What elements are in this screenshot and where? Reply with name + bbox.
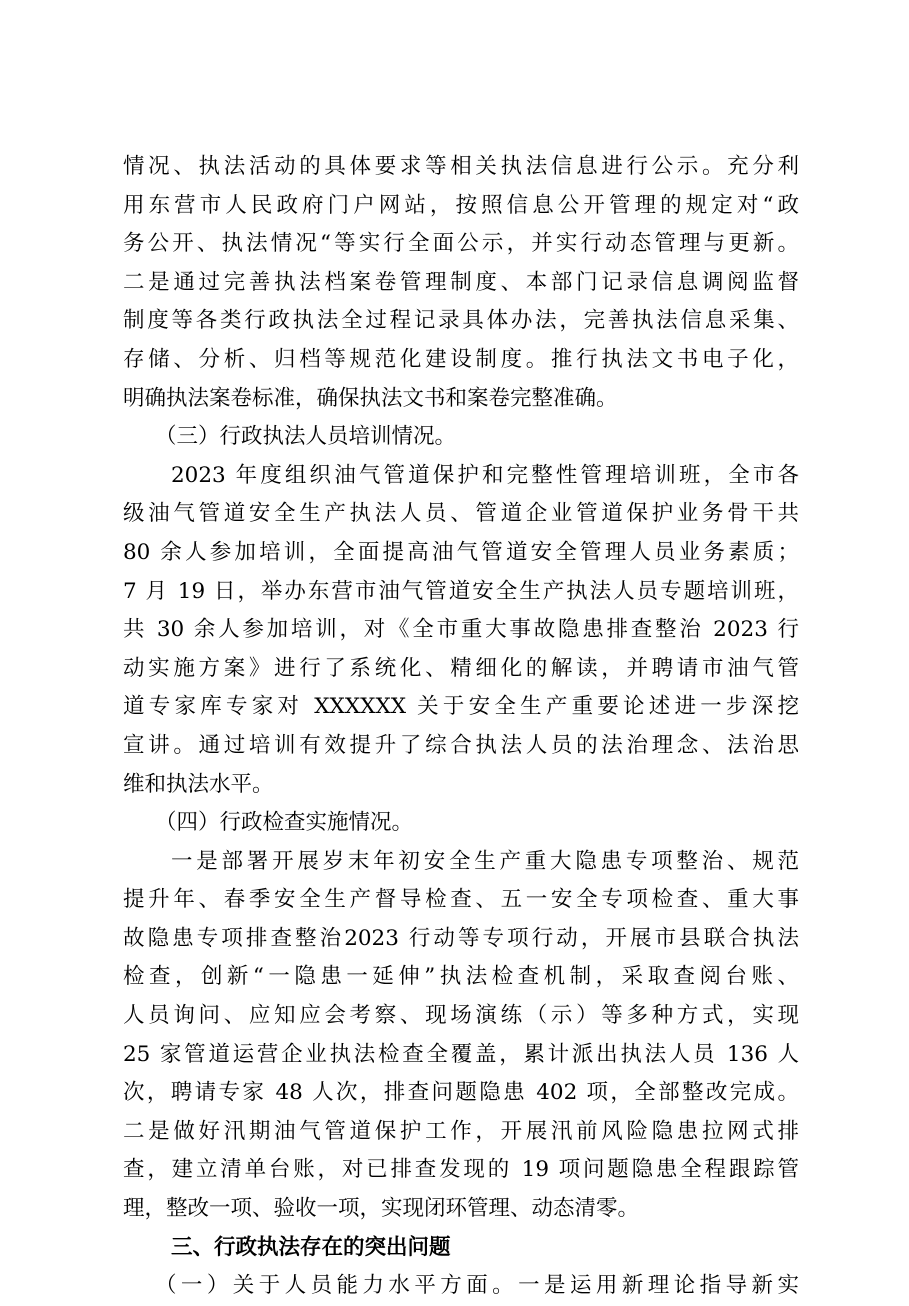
text-line: 制度等各类行政执法全过程记录具体办法，完善执法信息采集、 xyxy=(123,308,799,334)
text-line: 务公开、执法情况“等实行全面公示，并实行动态管理与更新。 xyxy=(123,231,799,257)
text-line: 用东营市人民政府门户网站，按照信息公开管理的规定对“政 xyxy=(123,192,799,218)
text-line: 维和执法水平。 xyxy=(123,771,274,797)
text-line: （一）关于人员能力水平方面。一是运用新理论指导新实 xyxy=(155,1273,799,1299)
text-line: 提升年、春季安全生产督导检查、五一安全专项检查、重大事 xyxy=(123,887,799,913)
text-line: 次，聘请专家 48 人次，排查问题隐患 402 项，全部整改完成。 xyxy=(123,1080,799,1106)
text-line: 宣讲。通过培训有效提升了综合执法人员的法治理念、法治思 xyxy=(123,732,799,758)
text-line: 查，建立清单台账，对已排查发现的 19 项问题隐患全程跟踪管 xyxy=(123,1157,799,1183)
text-line: 动实施方案》进行了系统化、精细化的解读，并聘请市油气管 xyxy=(123,655,799,681)
text-line: 二是做好汛期油气管道保护工作，开展汛前风险隐患拉网式排 xyxy=(123,1118,799,1144)
section-subheading: （四）行政检查实施情况。 xyxy=(155,810,414,836)
text-line: 80 余人参加培训，全面提高油气管道安全管理人员业务素质； xyxy=(123,539,799,565)
text-line: 人员询问、应知应会考察、现场演练（示）等多种方式，实现 xyxy=(123,1003,799,1029)
text-line: 存储、分析、归档等规范化建设制度。推行执法文书电子化， xyxy=(123,346,799,372)
text-line: 一是部署开展岁末年初安全生产重大隐患专项整治、规范 xyxy=(171,848,799,874)
document-body xyxy=(123,148,799,1306)
text-line: 7 月 19 日，举办东营市油气管道安全生产执法人员专题培训班， xyxy=(123,578,799,604)
text-line: 故隐患专项排查整治2023 行动等专项行动，开展市县联合执法 xyxy=(123,925,799,951)
text-line: 二是通过完善执法档案卷管理制度、本部门记录信息调阅监督 xyxy=(123,269,799,295)
text-line: 情况、执法活动的具体要求等相关执法信息进行公示。充分利 xyxy=(123,154,799,179)
text-line: 级油气管道安全生产执法人员、管道企业管道保护业务骨干共 xyxy=(123,501,799,527)
text-line: 明确执法案卷标准，确保执法文书和案卷完整准确。 xyxy=(123,385,618,411)
text-line: 25 家管道运营企业执法检查全覆盖，累计派出执法人员 136 人 xyxy=(123,1041,799,1067)
text-line: 道专家库专家对 XXXXXX 关于安全生产重要论述进一步深挖 xyxy=(123,694,799,720)
text-line: 理，整改一项、验收一项，实现闭环管理、动态清零。 xyxy=(123,1196,640,1222)
text-line: 2023 年度组织油气管道保护和完整性管理培训班，全市各 xyxy=(171,462,799,488)
text-line: 检查，创新“一隐患一延伸”执法检查机制，采取查阅台账、 xyxy=(123,964,799,990)
section-subheading: （三）行政执法人员培训情况。 xyxy=(155,424,457,450)
section-heading: 三、行政执法存在的突出问题 xyxy=(171,1234,451,1260)
text-line: 共 30 余人参加培训，对《全市重大事故隐患排查整治 2023 行 xyxy=(123,617,799,643)
